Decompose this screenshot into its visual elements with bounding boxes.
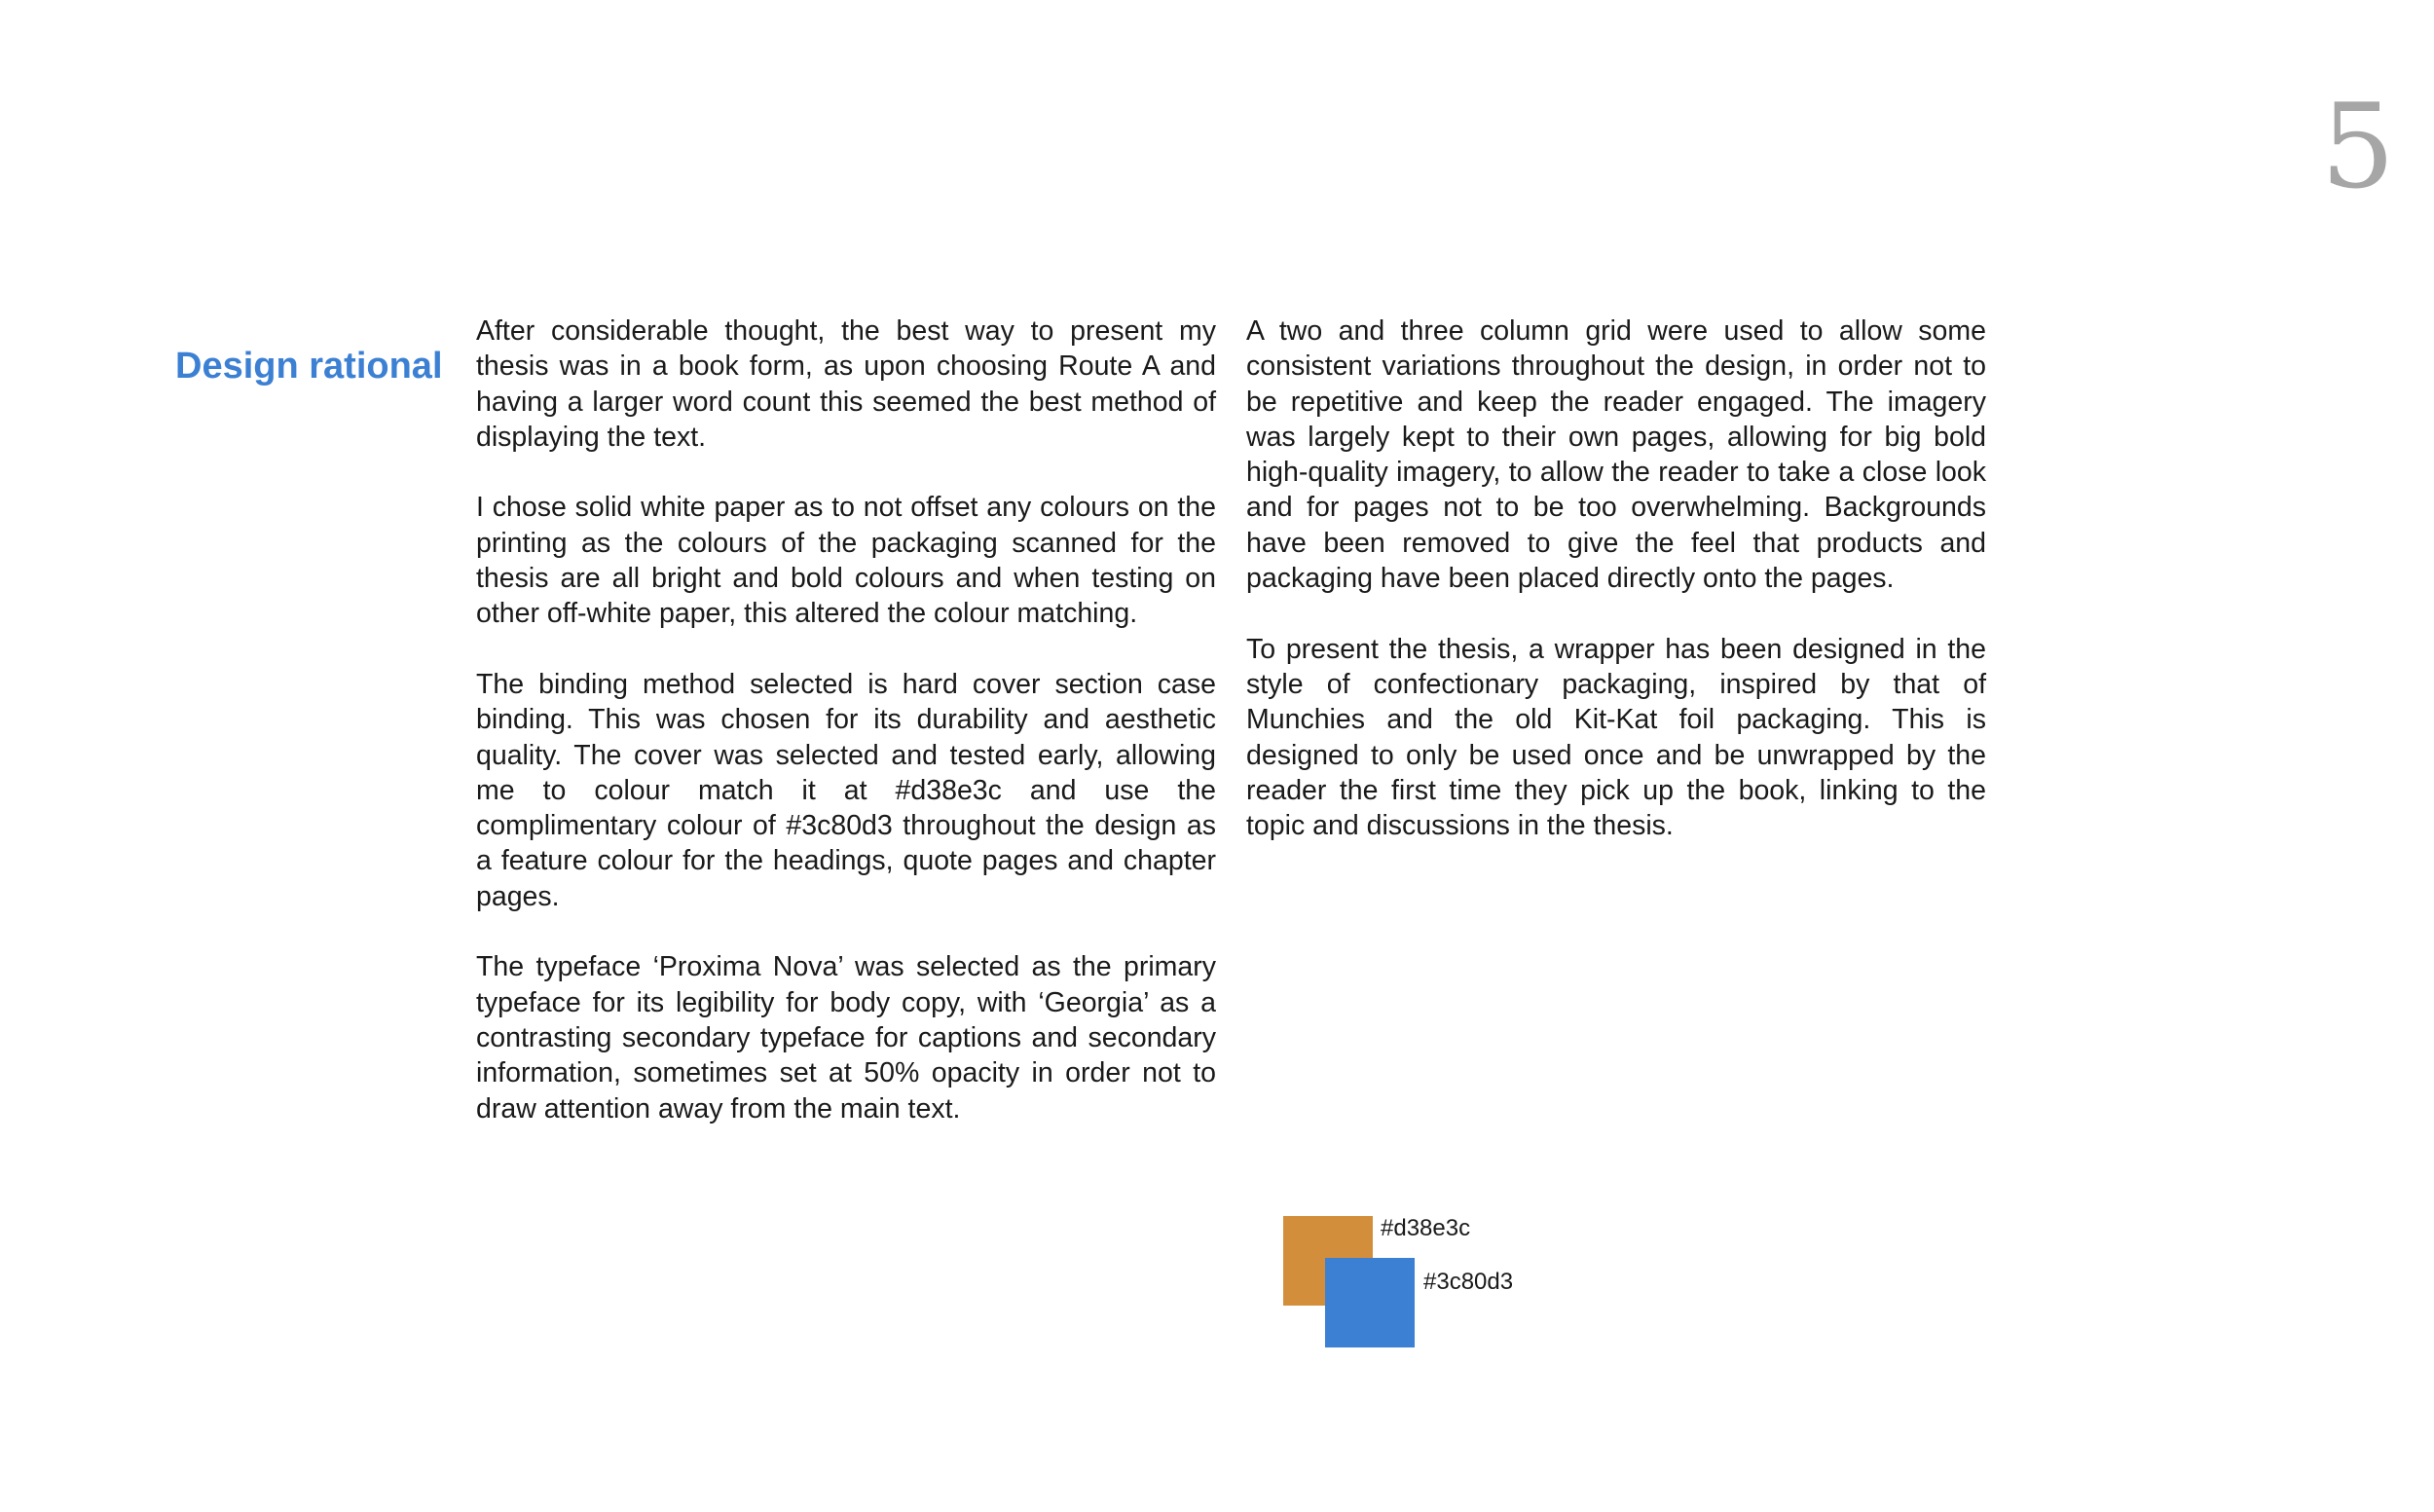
paragraph: After considerable thought, the best way to present my thesis was in a book form, as upon choosing Route A and having a larger word count this seemed the best method of displaying the text.	[476, 315, 1216, 453]
paragraph: The typeface ‘Proxima Nova’ was selected as the primary typeface for its legibility for body copy, with ‘Georgia’ as a contrasting secondary typeface for captions and secondary information, sometimes set at 50% opacity in order not to draw attention away from the main text.	[476, 951, 1216, 1125]
page-number: 5	[2320, 80, 2395, 215]
swatch-label-blue: #3c80d3	[1423, 1269, 1514, 1295]
body-column-left	[476, 313, 1216, 1162]
paragraph: To present the thesis, a wrapper has been designed in the style of confectionary packaging, inspired by that of Munchies and the old Kit-Kat foil packaging. This is designed to only be used once and be unwrapped by the reader the first time they pick up the book, linking to the topic and discussions in the thesis.	[1246, 633, 1986, 842]
paragraph: I chose solid white paper as to not offset any colours on the printing as the colours of the packaging scanned for the thesis are all bright and bold colours and when testing on other off-white paper, this altered the colour matching.	[476, 492, 1216, 630]
swatch-label-orange: #d38e3c	[1381, 1215, 1471, 1241]
body-column-right	[1246, 313, 1986, 879]
section-heading: Design rational	[175, 345, 443, 387]
paragraph: The binding method selected is hard cover section case binding. This was chosen for its durability and aesthetic quality. The cover was selected and tested early, allowing me to colour match it at #d38e3c and use the complimentary colour of #3c80d3 throughout the design as a feature colour for the headings, quote pages and chapter pages.	[476, 668, 1216, 912]
paragraph: A two and three column grid were used to allow some consistent variations throughout the design, in order not to be repetitive and keep the reader engaged. The imagery was largely kept to their own pages, allowing for big bold high-quality imagery, to allow the reader to take a close look and for pages not to be too overwhelming. Backgrounds have been removed to give the feel that products and packaging have been placed directly onto the pages.	[1246, 315, 1986, 595]
color-swatch-blue	[1325, 1258, 1415, 1347]
